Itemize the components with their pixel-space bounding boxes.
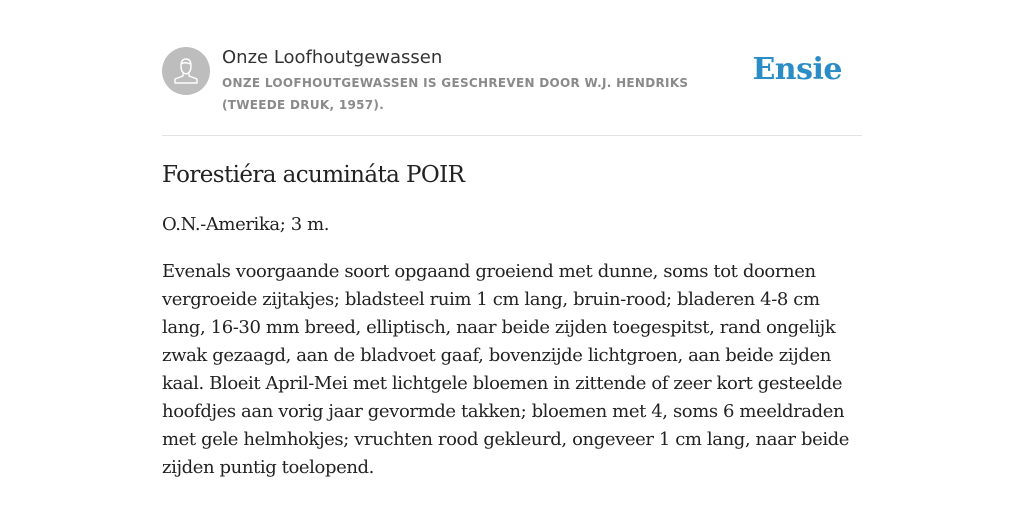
entry-paragraph: Evenals voorgaande soort opgaand groeiend met dunne, soms tot doornen vergroeide zijtakjes; bladsteel ruim 1 cm lang, bruin-rood; bladeren 4-8 cm lang, 16-30 mm breed, elliptisch, naar beide zijden toegespitst, rand ongelijk zwak gezaagd, aan de bladvoet gaaf, bovenzijde lichtgroen, aan beide zijden kaal. Bloeit April-Mei met lichtgele bloemen in zittende of zeer kort gesteelde hoofdjes aan vorig jaar gevormde takken; bloemen met 4, soms 6 meeldraden met gele helmhokjes; vruchten rood gekleurd, ongeveer 1 cm lang, naar beide zijden puntig toelopend.	[162, 261, 850, 478]
user-icon	[162, 47, 210, 95]
source-header	[162, 44, 862, 136]
avatar[interactable]	[162, 47, 210, 95]
entry-paragraph: O.N.-Amerika; 3 m.	[162, 214, 330, 235]
entry-title: Forestiéra acumináta POIR	[162, 162, 465, 188]
entry-content	[162, 158, 867, 482]
source-description: ONZE LOOFHOUTGEWASSEN IS GESCHREVEN DOOR W.J. HENDRIKS (TWEEDE DRUK, 1957).	[222, 76, 689, 112]
divider	[162, 135, 862, 136]
source-title[interactable]: Onze Loofhoutgewassen	[222, 47, 443, 68]
brand-logo[interactable]: Ensie	[752, 52, 842, 87]
